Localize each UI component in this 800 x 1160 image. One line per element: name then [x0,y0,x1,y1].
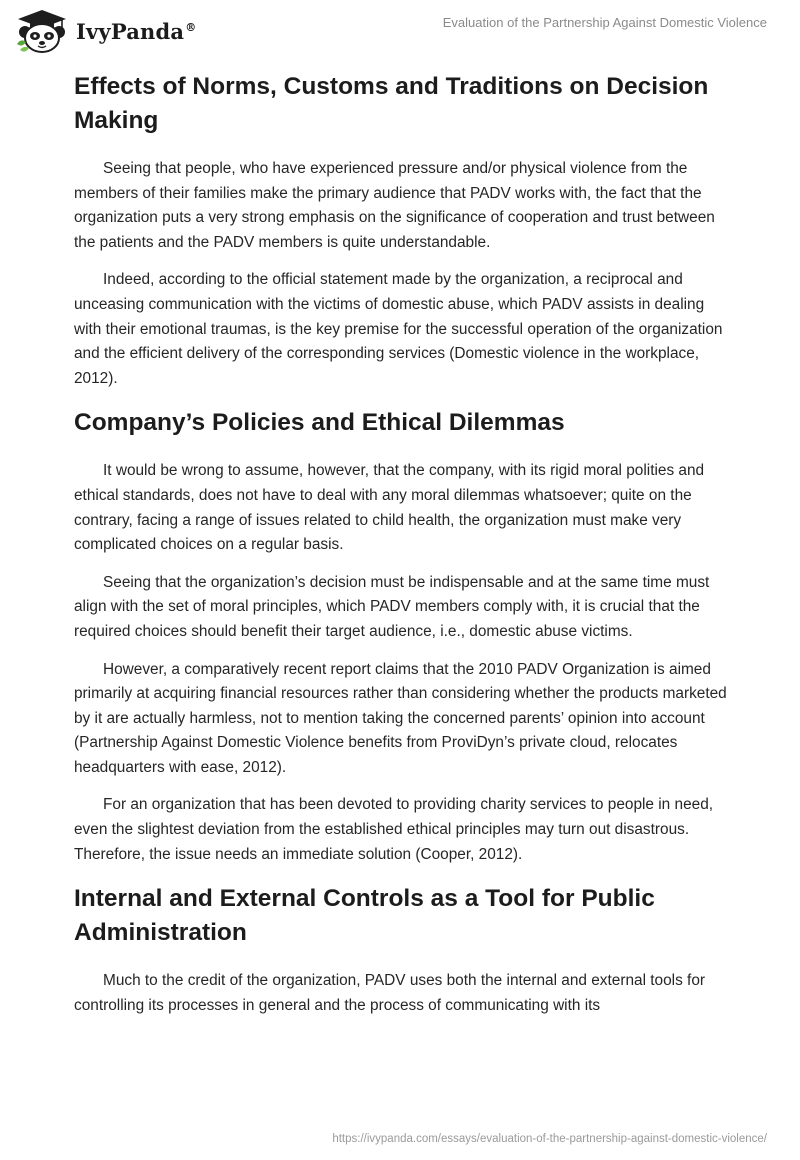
section-controls [74,882,729,1018]
section-heading: Internal and External Controls as a Tool for Public Administration [74,885,655,947]
section-heading: Effects of Norms, Customs and Traditions on Decision Making [74,73,709,134]
section-norms-customs [74,70,729,391]
panda-graduate-icon [14,8,70,54]
section-policies-dilemmas [74,406,729,867]
page-header [0,0,800,60]
paragraph: However, a comparatively recent report claims that the 2010 PADV Organization is aimed primarily at acquiring financial resources rather than considering whether the products marketed by it are actually harmless, not to mention taking the concerned parents’ opinion into account (Partnership Against Domestic Violence benefits from ProviDyn’s private cloud, relocates headquarters with ease, 2012). [74,660,727,776]
logo-text: IvyPanda® [76,18,197,44]
paragraph: Seeing that people, who have experienced pressure and/or physical violence from the members of their families make the primary audience that PADV works with, the fact that the organization puts a very strong emphasis on the significance of cooperation and trust between the patients and the PADV members is quite understandable. [74,160,715,251]
article-body [74,70,729,1031]
paragraph: Indeed, according to the official statement made by the organization, a reciprocal and unceasing communication with the victims of domestic abuse, which PADV assists in dealing with their emotional traumas, is the key premise for the successful operation of the organization and the efficient delivery of the corresponding services (Domestic violence in the workplace, 2012). [74,271,723,387]
paragraph: For an organization that has been devoted to providing charity services to people in need, even the slightest deviation from the established ethical principles may turn out disastrous. Therefore, the issue needs an immediate solution (Cooper, 2012). [74,796,714,863]
ivypanda-logo[interactable] [14,8,196,54]
section-heading: Company’s Policies and Ethical Dilemmas [74,409,565,437]
paragraph: It would be wrong to assume, however, that the company, with its rigid moral polities and ethical standards, does not have to deal with any moral dilemmas whatsoever; quite on the contrary, facing a range of issues related to child health, the organization must make very complicated choices on a regular basis. [74,462,705,554]
paragraph: Much to the credit of the organization, PADV uses both the internal and external tools for controlling its processes in general and the process of communicating with its [74,972,706,1014]
source-url[interactable]: https://ivypanda.com/essays/evaluation-of-the-partnership-against-domestic-violence/ [332,1133,767,1145]
paragraph: Seeing that the organization’s decision must be indispensable and at the same time must align with the set of moral principles, which PADV members comply with, it is crucial that the required choices should benefit their target audience, i.e., domestic abuse victims. [74,573,710,640]
document-title: Evaluation of the Partnership Against Domestic Violence [442,15,767,30]
